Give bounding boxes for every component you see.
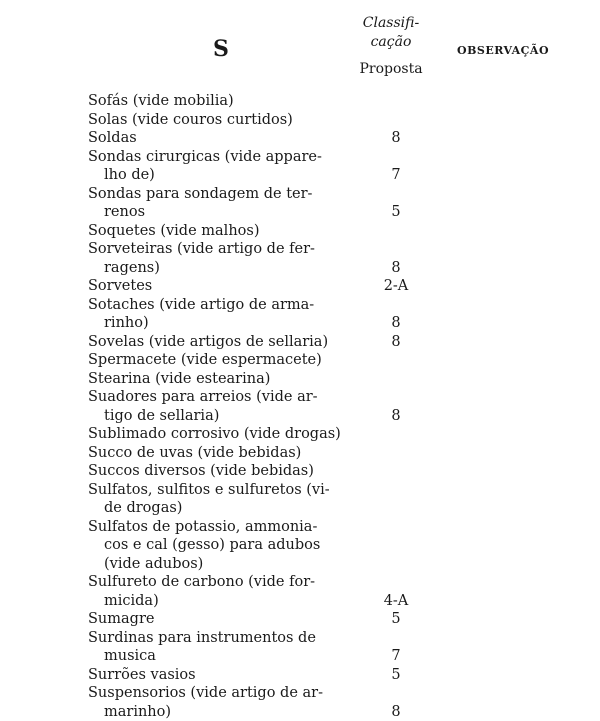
- entry-row: [0, 703, 600, 721]
- entry-text: Sublimado corrosivo (vide drogas): [88, 425, 350, 444]
- entry-text-continuation: musica: [104, 647, 366, 666]
- entry-text-continuation: de drogas): [104, 499, 366, 518]
- entry-text: Solas (vide couros curtidos): [88, 111, 350, 130]
- entry-row: [0, 296, 600, 315]
- entry-text: Sulfatos de potassio, ammonia-: [88, 518, 350, 537]
- entry-list: [0, 92, 600, 721]
- entry-row: [0, 499, 600, 518]
- entry-text: Suadores para arreios (vide ar-: [88, 388, 350, 407]
- entry-row: [0, 407, 600, 426]
- entry-text-continuation: tigo de sellaria): [104, 407, 366, 426]
- entry-row: [0, 425, 600, 444]
- entry-text: Sulfureto de carbono (vide for-: [88, 573, 350, 592]
- entry-text: Sorveteiras (vide artigo de fer-: [88, 240, 350, 259]
- entry-text-continuation: (vide adubos): [104, 555, 366, 574]
- entry-text: Sondas cirurgicas (vide appare-: [88, 148, 350, 167]
- classification-header-line3: Proposta: [355, 60, 427, 79]
- entry-text-continuation: rinho): [104, 314, 366, 333]
- entry-row: [0, 277, 600, 296]
- entry-row: [0, 314, 600, 333]
- entry-row: [0, 388, 600, 407]
- entry-class-code: 8: [360, 314, 432, 333]
- entry-class-code: 2-A: [360, 277, 432, 296]
- entry-text: Stearina (vide estearina): [88, 370, 350, 389]
- entry-row: [0, 555, 600, 574]
- entry-row: [0, 333, 600, 352]
- entry-row: [0, 444, 600, 463]
- entry-text-continuation: micida): [104, 592, 366, 611]
- entry-text-continuation: marinho): [104, 703, 366, 721]
- entry-row: [0, 129, 600, 148]
- entry-class-code: 4-A: [360, 592, 432, 611]
- classification-header-line1: Classifi-: [355, 14, 427, 33]
- entry-text: Sorvetes: [88, 277, 350, 296]
- entry-text: Sofás (vide mobilia): [88, 92, 350, 111]
- entry-text: Sumagre: [88, 610, 350, 629]
- entry-text-continuation: ragens): [104, 259, 366, 278]
- entry-text: Suspensorios (vide artigo de ar-: [88, 684, 350, 703]
- entry-class-code: 5: [360, 666, 432, 685]
- entry-text: Surdinas para instrumentos de: [88, 629, 350, 648]
- entry-row: [0, 148, 600, 167]
- entry-row: [0, 684, 600, 703]
- entry-row: [0, 610, 600, 629]
- entry-text: Sotaches (vide artigo de arma-: [88, 296, 350, 315]
- entry-row: [0, 536, 600, 555]
- entry-class-code: 7: [360, 166, 432, 185]
- entry-class-code: 5: [360, 203, 432, 222]
- entry-row: [0, 92, 600, 111]
- entry-row: [0, 351, 600, 370]
- entry-row: [0, 222, 600, 241]
- entry-class-code: 7: [360, 647, 432, 666]
- entry-text-continuation: cos e cal (gesso) para adubos: [104, 536, 366, 555]
- entry-row: [0, 462, 600, 481]
- entry-text: Sondas para sondagem de ter-: [88, 185, 350, 204]
- entry-text-continuation: renos: [104, 203, 366, 222]
- entry-row: [0, 259, 600, 278]
- entry-text: Succos diversos (vide bebidas): [88, 462, 350, 481]
- entry-row: [0, 518, 600, 537]
- entry-row: [0, 592, 600, 611]
- entry-text: Sulfatos, sulfitos e sulfuretos (vi-: [88, 481, 350, 500]
- entry-row: [0, 203, 600, 222]
- entry-row: [0, 629, 600, 648]
- entry-class-code: 8: [360, 129, 432, 148]
- entry-row: [0, 166, 600, 185]
- entry-class-code: 8: [360, 407, 432, 426]
- entry-text: Sovelas (vide artigos de sellaria): [88, 333, 350, 352]
- entry-text-continuation: lho de): [104, 166, 366, 185]
- entry-row: [0, 647, 600, 666]
- entry-row: [0, 370, 600, 389]
- entry-row: [0, 240, 600, 259]
- entry-text: Soldas: [88, 129, 350, 148]
- entry-class-code: 5: [360, 610, 432, 629]
- entry-class-code: 8: [360, 703, 432, 721]
- section-letter: S: [213, 36, 229, 62]
- entry-class-code: 8: [360, 259, 432, 278]
- classification-column-header: [355, 14, 427, 79]
- entry-row: [0, 111, 600, 130]
- entry-class-code: 8: [360, 333, 432, 352]
- entry-text: Spermacete (vide espermacete): [88, 351, 350, 370]
- entry-text: Succo de uvas (vide bebidas): [88, 444, 350, 463]
- entry-row: [0, 573, 600, 592]
- entry-text: Soquetes (vide malhos): [88, 222, 350, 241]
- entry-text: Surrões vasios: [88, 666, 350, 685]
- classification-header-line2: cação: [355, 33, 427, 52]
- entry-row: [0, 481, 600, 500]
- observation-column-header: OBSERVAÇÃO: [457, 44, 549, 57]
- entry-row: [0, 185, 600, 204]
- entry-row: [0, 666, 600, 685]
